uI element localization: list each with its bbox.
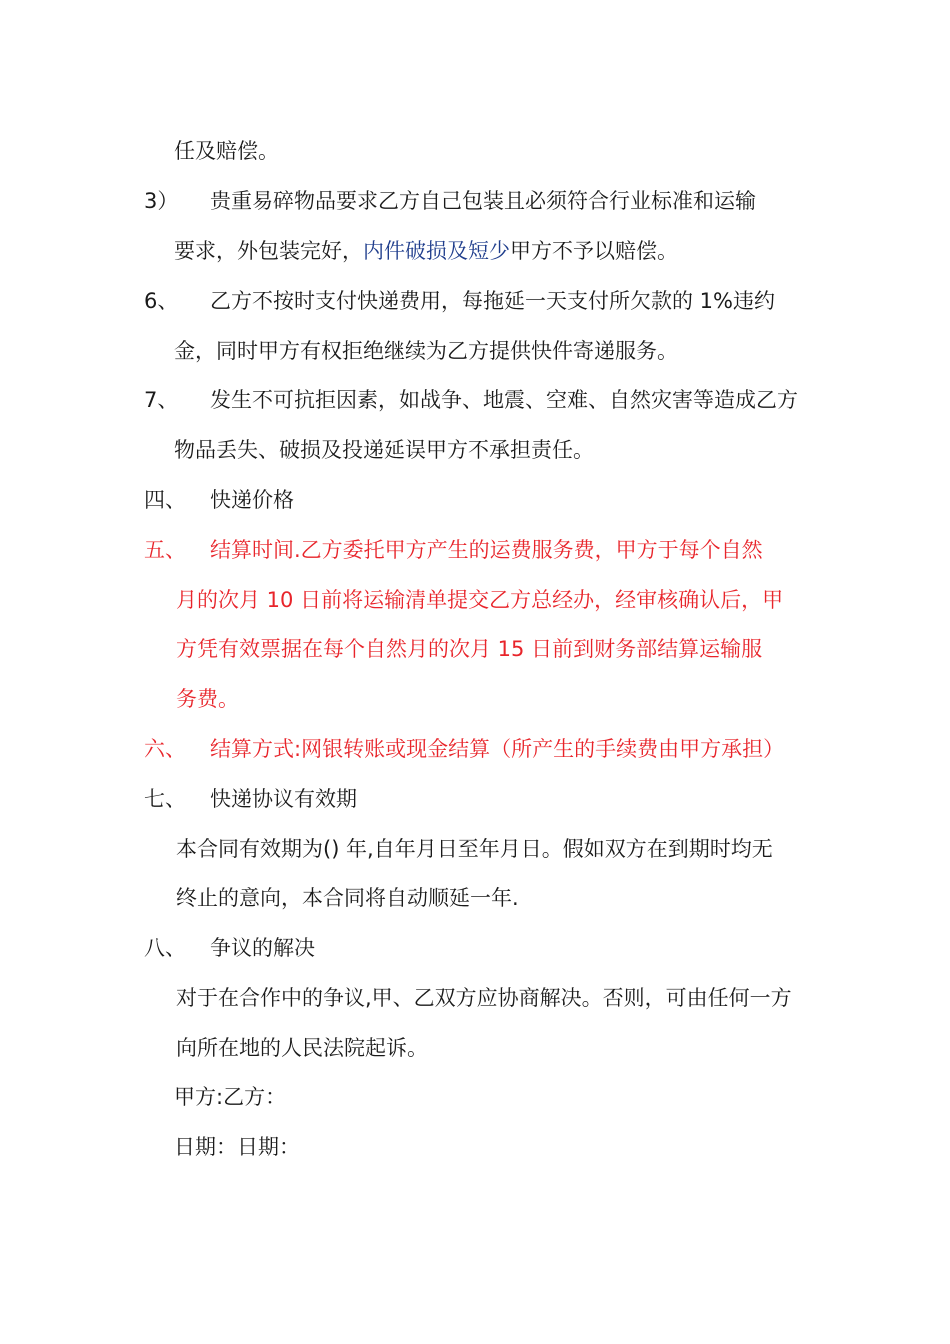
item-3-highlight: 内件破损及短少 bbox=[363, 239, 510, 263]
item-3-line-2 bbox=[174, 237, 678, 265]
item-3-number: 3） bbox=[144, 189, 179, 213]
item-6-line-1: 乙方不按时支付快递费用，每拖延一天支付所欠款的 1%违约 bbox=[210, 289, 775, 313]
section-7-number: 七、 bbox=[144, 787, 186, 811]
item-7-line-1: 发生不可抗拒因素，如战争、地震、空难、自然灾害等造成乙方 bbox=[210, 388, 798, 412]
item-3-line-2-post: 甲方不予以赔偿。 bbox=[510, 239, 678, 263]
section-4-number: 四、 bbox=[144, 488, 186, 512]
section-5-line-4: 务费。 bbox=[176, 687, 239, 711]
signature-dates: 日期：日期： bbox=[174, 1135, 300, 1159]
item-7-number: 7、 bbox=[144, 388, 179, 412]
section-7-body-1: 本合同有效期为() 年,自年月日至年月日。假如双方在到期时均无 bbox=[176, 837, 773, 861]
section-8-body-2: 向所在地的人民法院起诉。 bbox=[176, 1036, 428, 1060]
section-4-title: 快递价格 bbox=[210, 488, 294, 512]
section-7-body-2: 终止的意向，本合同将自动顺延一年. bbox=[176, 886, 519, 910]
section-5-line-2: 月的次月 10 日前将运输清单提交乙方总经办，经审核确认后，甲 bbox=[176, 588, 784, 612]
section-8-title: 争议的解决 bbox=[210, 936, 315, 960]
section-8-number: 八、 bbox=[144, 936, 186, 960]
section-6-number: 六、 bbox=[144, 737, 186, 761]
section-5-line-1: 结算时间.乙方委托甲方产生的运费服务费，甲方于每个自然 bbox=[210, 538, 763, 562]
item-6-number: 6、 bbox=[144, 289, 179, 313]
item-3-line-1: 贵重易碎物品要求乙方自己包装且必须符合行业标准和运输 bbox=[210, 189, 756, 213]
section-6-line-1: 结算方式:网银转账或现金结算（所产生的手续费由甲方承担） bbox=[210, 737, 785, 761]
continued-text: 任及赔偿。 bbox=[174, 139, 279, 163]
item-3-line-2-pre: 要求，外包装完好， bbox=[174, 239, 363, 263]
section-7-title: 快递协议有效期 bbox=[210, 787, 357, 811]
section-8-body-1: 对于在合作中的争议,甲、乙双方应协商解决。否则，可由任何一方 bbox=[176, 986, 792, 1010]
section-5-number: 五、 bbox=[144, 538, 186, 562]
section-5-line-3: 方凭有效票据在每个自然月的次月 15 日前到财务部结算运输服 bbox=[176, 637, 763, 661]
signature-parties: 甲方:乙方： bbox=[174, 1085, 287, 1109]
item-7-line-2: 物品丢失、破损及投递延误甲方不承担责任。 bbox=[174, 438, 594, 462]
item-6-line-2: 金，同时甲方有权拒绝继续为乙方提供快件寄递服务。 bbox=[174, 339, 678, 363]
